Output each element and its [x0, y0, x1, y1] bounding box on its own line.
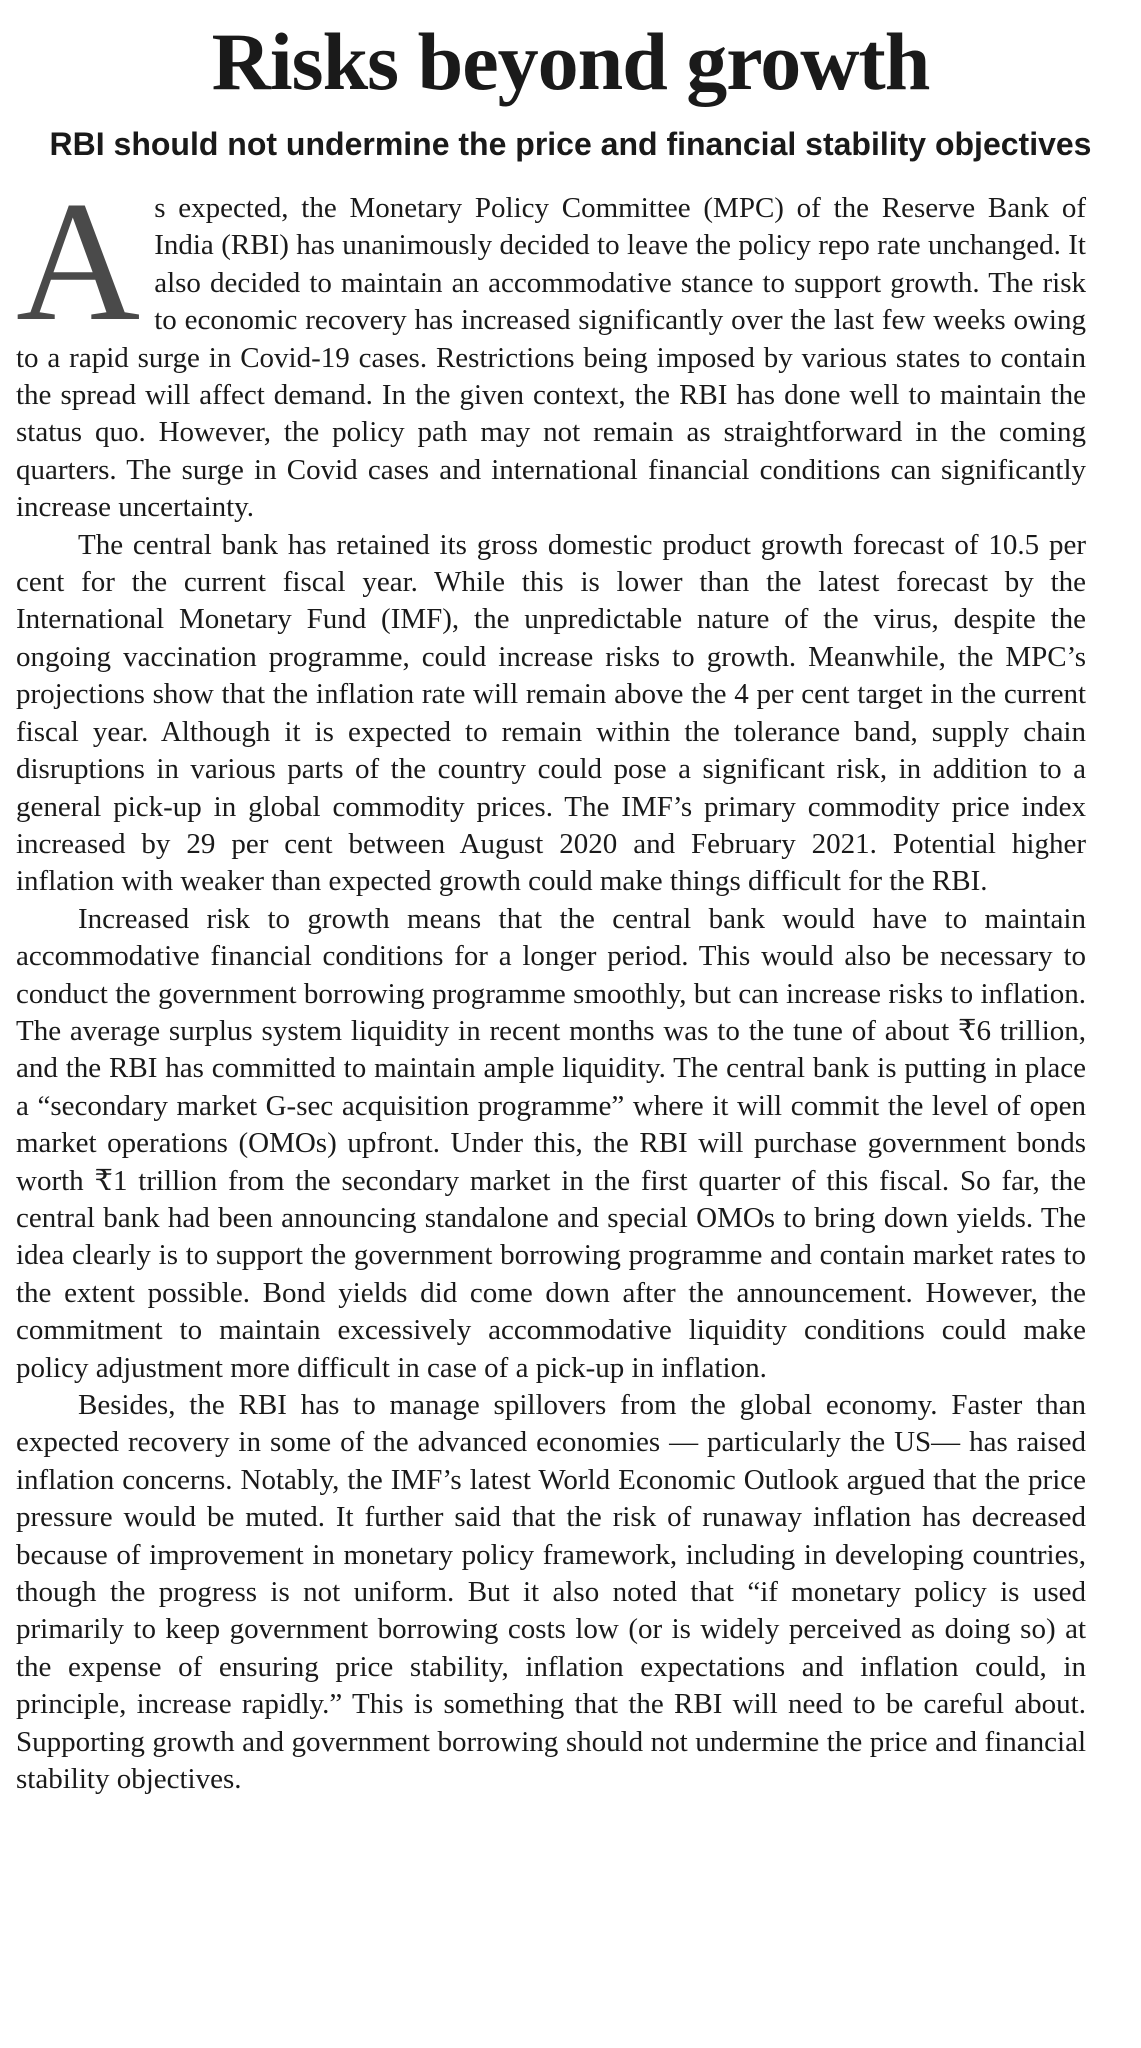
paragraph-1-text: s expected, the Monetary Policy Committee (MPC) of the Reserve Bank of India (RBI) has unanimously decided to leave the policy repo rate unchanged. It also decided to maintain an accommodative stance to support growth. The risk to economic recovery has increased significantly over the last few weeks owing to a rapid surge in Covid-19 cases. Restrictions being imposed by various states to contain the spread will affect demand. In the given context, the RBI has done well to maintain the status quo. However, the policy path may not remain as straightforward in the coming quarters. The surge in Covid cases and international financial conditions can significantly increase uncertainty.	[16, 192, 1086, 524]
paragraph-3: Increased risk to growth means that the central bank would have to maintain accommodative financial conditions for a longer period. This would also be necessary to conduct the government borrowing programme smoothly, but can increase risks to inflation. The average surplus system liquidity in recent months was to the tune of about ₹6 trillion, and the RBI has committed to maintain ample liquidity. The central bank is putting in place a “secondary market G-sec acquisition programme” where it will commit the level of open market operations (OMOs) upfront. Under this, the RBI will purchase government bonds worth ₹1 trillion from the secondary market in the first quarter of this fiscal. So far, the central bank had been announcing standalone and special OMOs to bring down yields. The idea clearly is to support the government borrowing programme and contain market rates to the extent possible. Bond yields did come down after the announcement. However, the commitment to maintain excessively accommodative liquidity conditions could make policy adjustment more difficult in case of a pick-up in inflation.	[16, 902, 1086, 1384]
drop-cap: A	[16, 167, 141, 357]
paragraph-4: Besides, the RBI has to manage spillovers from the global economy. Faster than expected recovery in some of the advanced economies — particularly the US— has raised inflation concerns. Notably, the IMF’s latest World Economic Outlook argued that the price pressure would be muted. It further said that the risk of runaway inflation has decreased because of improvement in monetary policy framework, including in developing countries, though the progress is not uniform. But it also noted that “if monetary policy is used primarily to keep government borrowing costs low (or is widely perceived as doing so) at the expense of ensuring price stability, inflation expectations and inflation could, in principle, increase rapidly.” This is something that the RBI will need to be careful about. Supporting growth and government borrowing should not undermine the price and financial stability objectives.	[16, 1389, 1086, 1796]
headline: Risks beyond growth	[211, 16, 930, 107]
article-body	[16, 167, 1086, 1798]
subheadline: RBI should not undermine the price and financial stability objectives	[49, 126, 1092, 162]
paragraph-1	[16, 167, 1086, 527]
paragraph-2: The central bank has retained its gross domestic product growth forecast of 10.5 per cent for the current fiscal year. While this is lower than the latest forecast by the International Monetary Fund (IMF), the unpredictable nature of the virus, despite the ongoing vaccination programme, could increase risks to growth. Meanwhile, the MPC’s projections show that the inflation rate will remain above the 4 per cent target in the current fiscal year. Although it is expected to remain within the tolerance band, supply chain disruptions in various parts of the country could pose a significant risk, in addition to a general pick-up in global commodity prices. The IMF’s primary commodity price index increased by 29 per cent between August 2020 and February 2021. Potential higher inflation with weaker than expected growth could make things difficult for the RBI.	[16, 528, 1086, 898]
